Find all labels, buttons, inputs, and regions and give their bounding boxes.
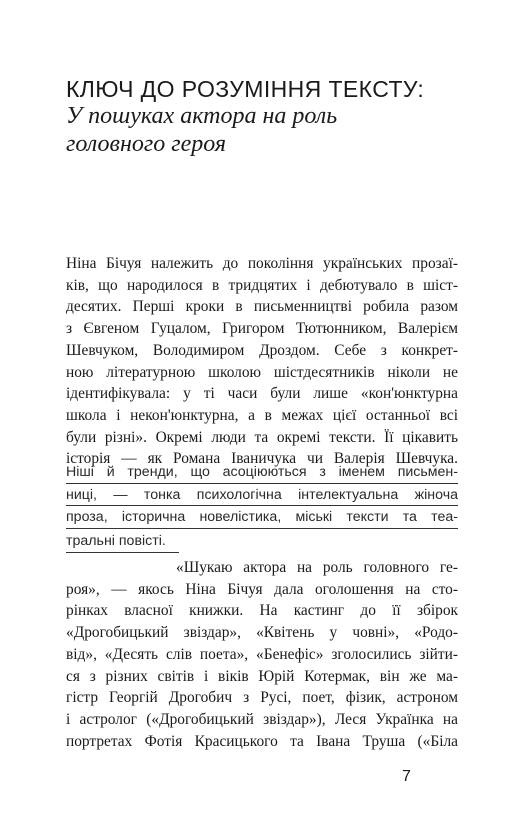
highlighted-paragraph: [66, 462, 458, 554]
body-paragraph-3: [66, 557, 458, 752]
text-line: від», «Десять слів поета», «Бенефіс» зголосились зійти-: [66, 645, 458, 663]
text-line: історія — як Романа Іваничука чи Валерія Шевчука.: [66, 450, 458, 468]
text-line: ся з різних світів і віків Юрій Котермак, він же ма-: [66, 667, 458, 685]
text-line: з Євгеном Гуцалом, Григором Тютюнником, Валерієм: [66, 320, 458, 338]
text-line: «Дрогобицький звіздар», «Квітень у човні», «Родо-: [66, 624, 458, 642]
underlined-text-line: тральні повісті.: [66, 531, 179, 553]
underlined-text-line: Ніші й тренди, що асоціюються з іменем письмен-: [66, 462, 458, 484]
text-line: школа і некон'юнктурна, а в межах цієї останньої всі: [66, 406, 458, 424]
text-line: ідентифікувала: у ті часи були лише «кон'юнктурна: [66, 385, 458, 403]
text-line: Шевчуком, Володимиром Дроздом. Себе з конкрет-: [66, 341, 458, 359]
text-line: були різні». Окремі люди та окремі тексти. Її цікавить: [66, 428, 458, 446]
underlined-text-line: ниці, — тонка психологічна інтелектуальна жіноча: [66, 485, 458, 507]
text-line: портретах Фотія Красицького та Івана Труша («Біла: [66, 732, 458, 750]
chapter-title: КЛЮЧ ДО РОЗУМІННЯ ТЕКСТУ:: [66, 76, 425, 102]
text-line: «Шукаю актора на роль головного ге-: [176, 559, 458, 576]
text-line: десятих. Перші кроки в письменництві робила разом: [66, 298, 458, 316]
text-line: роя», — якось Ніна Бічуя дала оголошення на сто-: [66, 580, 458, 598]
chapter-subtitle-line: головного героя: [66, 131, 227, 157]
chapter-subtitle: [66, 102, 466, 158]
page-number: 7: [402, 768, 411, 785]
text-line: ків, що народилося в тридцятих і дебютувало в шіст-: [66, 276, 458, 294]
chapter-subtitle-line: У пошуках актора на роль: [66, 103, 338, 129]
text-line: і астролог («Дрогобицький звіздар»), Леся Українка на: [66, 710, 458, 728]
body-paragraph-1: [66, 253, 458, 470]
underlined-text-line: проза, історична новелістика, міські тексти та теа-: [66, 507, 458, 529]
text-line: гістр Георгій Дрогобич з Русі, поет, фізик, астроном: [66, 689, 458, 707]
text-line: Ніна Бічуя належить до покоління українських прозаї-: [66, 255, 458, 272]
chapter-heading: [66, 76, 466, 158]
text-line: ною літературною школою шістдесятників ніколи не: [66, 363, 458, 381]
text-line: рінках власної книжки. На кастинг до її збірок: [66, 602, 458, 620]
